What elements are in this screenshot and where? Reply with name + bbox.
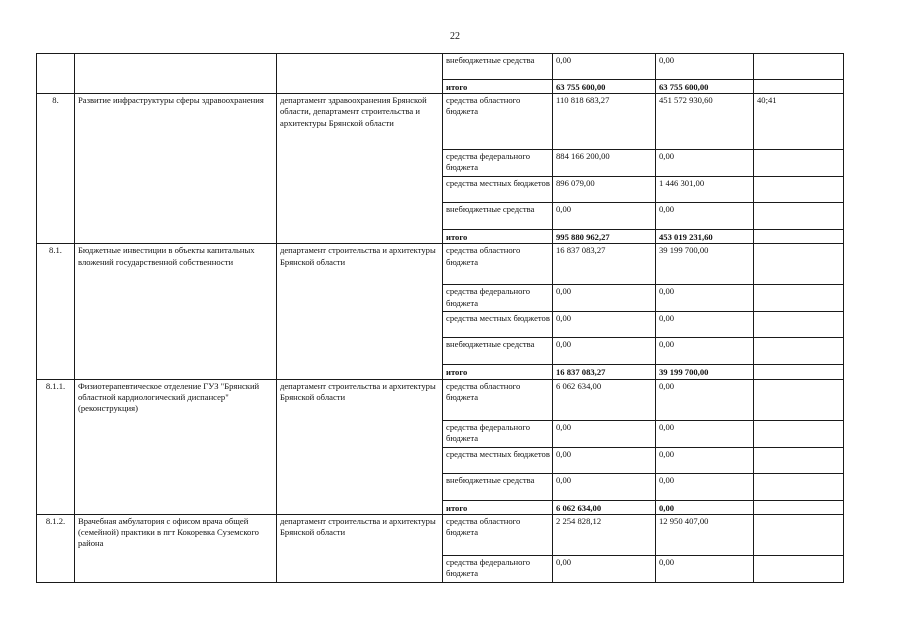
funding-source-cell: средства областного бюджета <box>443 244 553 285</box>
amount-cell: 0,00 <box>553 447 656 473</box>
indicator-ref-cell <box>754 514 844 555</box>
amount-cell: 0,00 <box>656 420 754 447</box>
funding-source-cell: итого <box>443 500 553 514</box>
amount-cell: 63 755 600,00 <box>656 80 754 94</box>
funding-source-cell: средства федерального бюджета <box>443 420 553 447</box>
indicator-ref-cell <box>754 244 844 285</box>
amount-cell: 453 019 231,60 <box>656 230 754 244</box>
amount-cell: 110 818 683,27 <box>553 94 656 150</box>
amount-cell: 1 446 301,00 <box>656 177 754 203</box>
amount-cell: 6 062 634,00 <box>553 379 656 420</box>
funding-source-cell: итого <box>443 230 553 244</box>
amount-cell: 0,00 <box>656 203 754 230</box>
indicator-ref-cell <box>754 177 844 203</box>
funding-source-cell: средства областного бюджета <box>443 379 553 420</box>
indicator-ref-cell <box>754 230 844 244</box>
indicator-ref-cell <box>754 500 844 514</box>
amount-cell: 0,00 <box>553 54 656 80</box>
row-number-cell: 8. <box>37 94 75 244</box>
amount-cell: 39 199 700,00 <box>656 365 754 379</box>
indicator-ref-cell <box>754 420 844 447</box>
item-name-cell: Развитие инфраструктуры сферы здравоохранения <box>75 94 277 244</box>
table-row <box>37 379 844 420</box>
funding-source-cell: внебюджетные средства <box>443 203 553 230</box>
amount-cell: 2 254 828,12 <box>553 514 656 555</box>
table-row <box>37 94 844 150</box>
funding-source-cell: внебюджетные средства <box>443 473 553 500</box>
funding-source-cell: средства местных бюджетов <box>443 312 553 338</box>
amount-cell: 0,00 <box>553 312 656 338</box>
table-row <box>37 54 844 80</box>
amount-cell: 12 950 407,00 <box>656 514 754 555</box>
indicator-ref-cell <box>754 80 844 94</box>
funding-source-cell: средства федерального бюджета <box>443 555 553 582</box>
funding-source-cell: средства федерального бюджета <box>443 150 553 177</box>
indicator-ref-cell <box>754 203 844 230</box>
amount-cell: 0,00 <box>656 338 754 365</box>
amount-cell: 0,00 <box>656 312 754 338</box>
indicator-ref-cell <box>754 555 844 582</box>
responsible-org-cell: департамент здравоохранения Брянской области, департамент строительства и архитектуры Брянской области <box>277 94 443 244</box>
funding-source-cell: итого <box>443 80 553 94</box>
amount-cell: 0,00 <box>656 285 754 312</box>
amount-cell: 0,00 <box>553 203 656 230</box>
table-row <box>37 244 844 285</box>
indicator-ref-cell <box>754 54 844 80</box>
funding-source-cell: итого <box>443 365 553 379</box>
row-number-cell: 8.1. <box>37 244 75 379</box>
row-number-cell: 8.1.1. <box>37 379 75 514</box>
indicator-ref-cell <box>754 285 844 312</box>
indicator-ref-cell <box>754 365 844 379</box>
item-name-cell: Врачебная амбулатория с офисом врача общей (семейной) практики в пгт Кокоревка Суземского района <box>75 514 277 582</box>
amount-cell: 16 837 083,27 <box>553 244 656 285</box>
amount-cell: 0,00 <box>553 473 656 500</box>
amount-cell: 0,00 <box>553 338 656 365</box>
row-number-cell: 8.1.2. <box>37 514 75 582</box>
funding-source-cell: средства областного бюджета <box>443 514 553 555</box>
funding-source-cell: средства федерального бюджета <box>443 285 553 312</box>
amount-cell: 0,00 <box>656 150 754 177</box>
row-number-cell <box>37 54 75 94</box>
amount-cell: 0,00 <box>656 379 754 420</box>
responsible-org-cell <box>277 54 443 94</box>
indicator-ref-cell <box>754 447 844 473</box>
amount-cell: 0,00 <box>656 447 754 473</box>
item-name-cell: Бюджетные инвестиции в объекты капитальных вложений государственной собственности <box>75 244 277 379</box>
amount-cell: 896 079,00 <box>553 177 656 203</box>
amount-cell: 995 880 962,27 <box>553 230 656 244</box>
page-number: 22 <box>450 31 460 42</box>
item-name-cell <box>75 54 277 94</box>
amount-cell: 0,00 <box>553 285 656 312</box>
amount-cell: 63 755 600,00 <box>553 80 656 94</box>
amount-cell: 0,00 <box>553 420 656 447</box>
amount-cell: 16 837 083,27 <box>553 365 656 379</box>
amount-cell: 451 572 930,60 <box>656 94 754 150</box>
indicator-ref-cell <box>754 338 844 365</box>
budget-table <box>36 53 844 583</box>
funding-source-cell: средства областного бюджета <box>443 94 553 150</box>
responsible-org-cell: департамент строительства и архитектуры Брянской области <box>277 514 443 582</box>
indicator-ref-cell: 40;41 <box>754 94 844 150</box>
responsible-org-cell: департамент строительства и архитектуры Брянской области <box>277 379 443 514</box>
indicator-ref-cell <box>754 312 844 338</box>
funding-source-cell: средства местных бюджетов <box>443 447 553 473</box>
indicator-ref-cell <box>754 150 844 177</box>
amount-cell: 0,00 <box>656 500 754 514</box>
item-name-cell: Физиотерапевтическое отделение ГУЗ "Брянский областной кардиологический диспансер" (реконструкция) <box>75 379 277 514</box>
indicator-ref-cell <box>754 379 844 420</box>
amount-cell: 6 062 634,00 <box>553 500 656 514</box>
indicator-ref-cell <box>754 473 844 500</box>
amount-cell: 0,00 <box>656 54 754 80</box>
amount-cell: 884 166 200,00 <box>553 150 656 177</box>
responsible-org-cell: департамент строительства и архитектуры Брянской области <box>277 244 443 379</box>
funding-source-cell: средства местных бюджетов <box>443 177 553 203</box>
amount-cell: 0,00 <box>656 555 754 582</box>
table-row <box>37 514 844 555</box>
funding-source-cell: внебюджетные средства <box>443 338 553 365</box>
amount-cell: 0,00 <box>553 555 656 582</box>
amount-cell: 39 199 700,00 <box>656 244 754 285</box>
funding-source-cell: внебюджетные средства <box>443 54 553 80</box>
amount-cell: 0,00 <box>656 473 754 500</box>
